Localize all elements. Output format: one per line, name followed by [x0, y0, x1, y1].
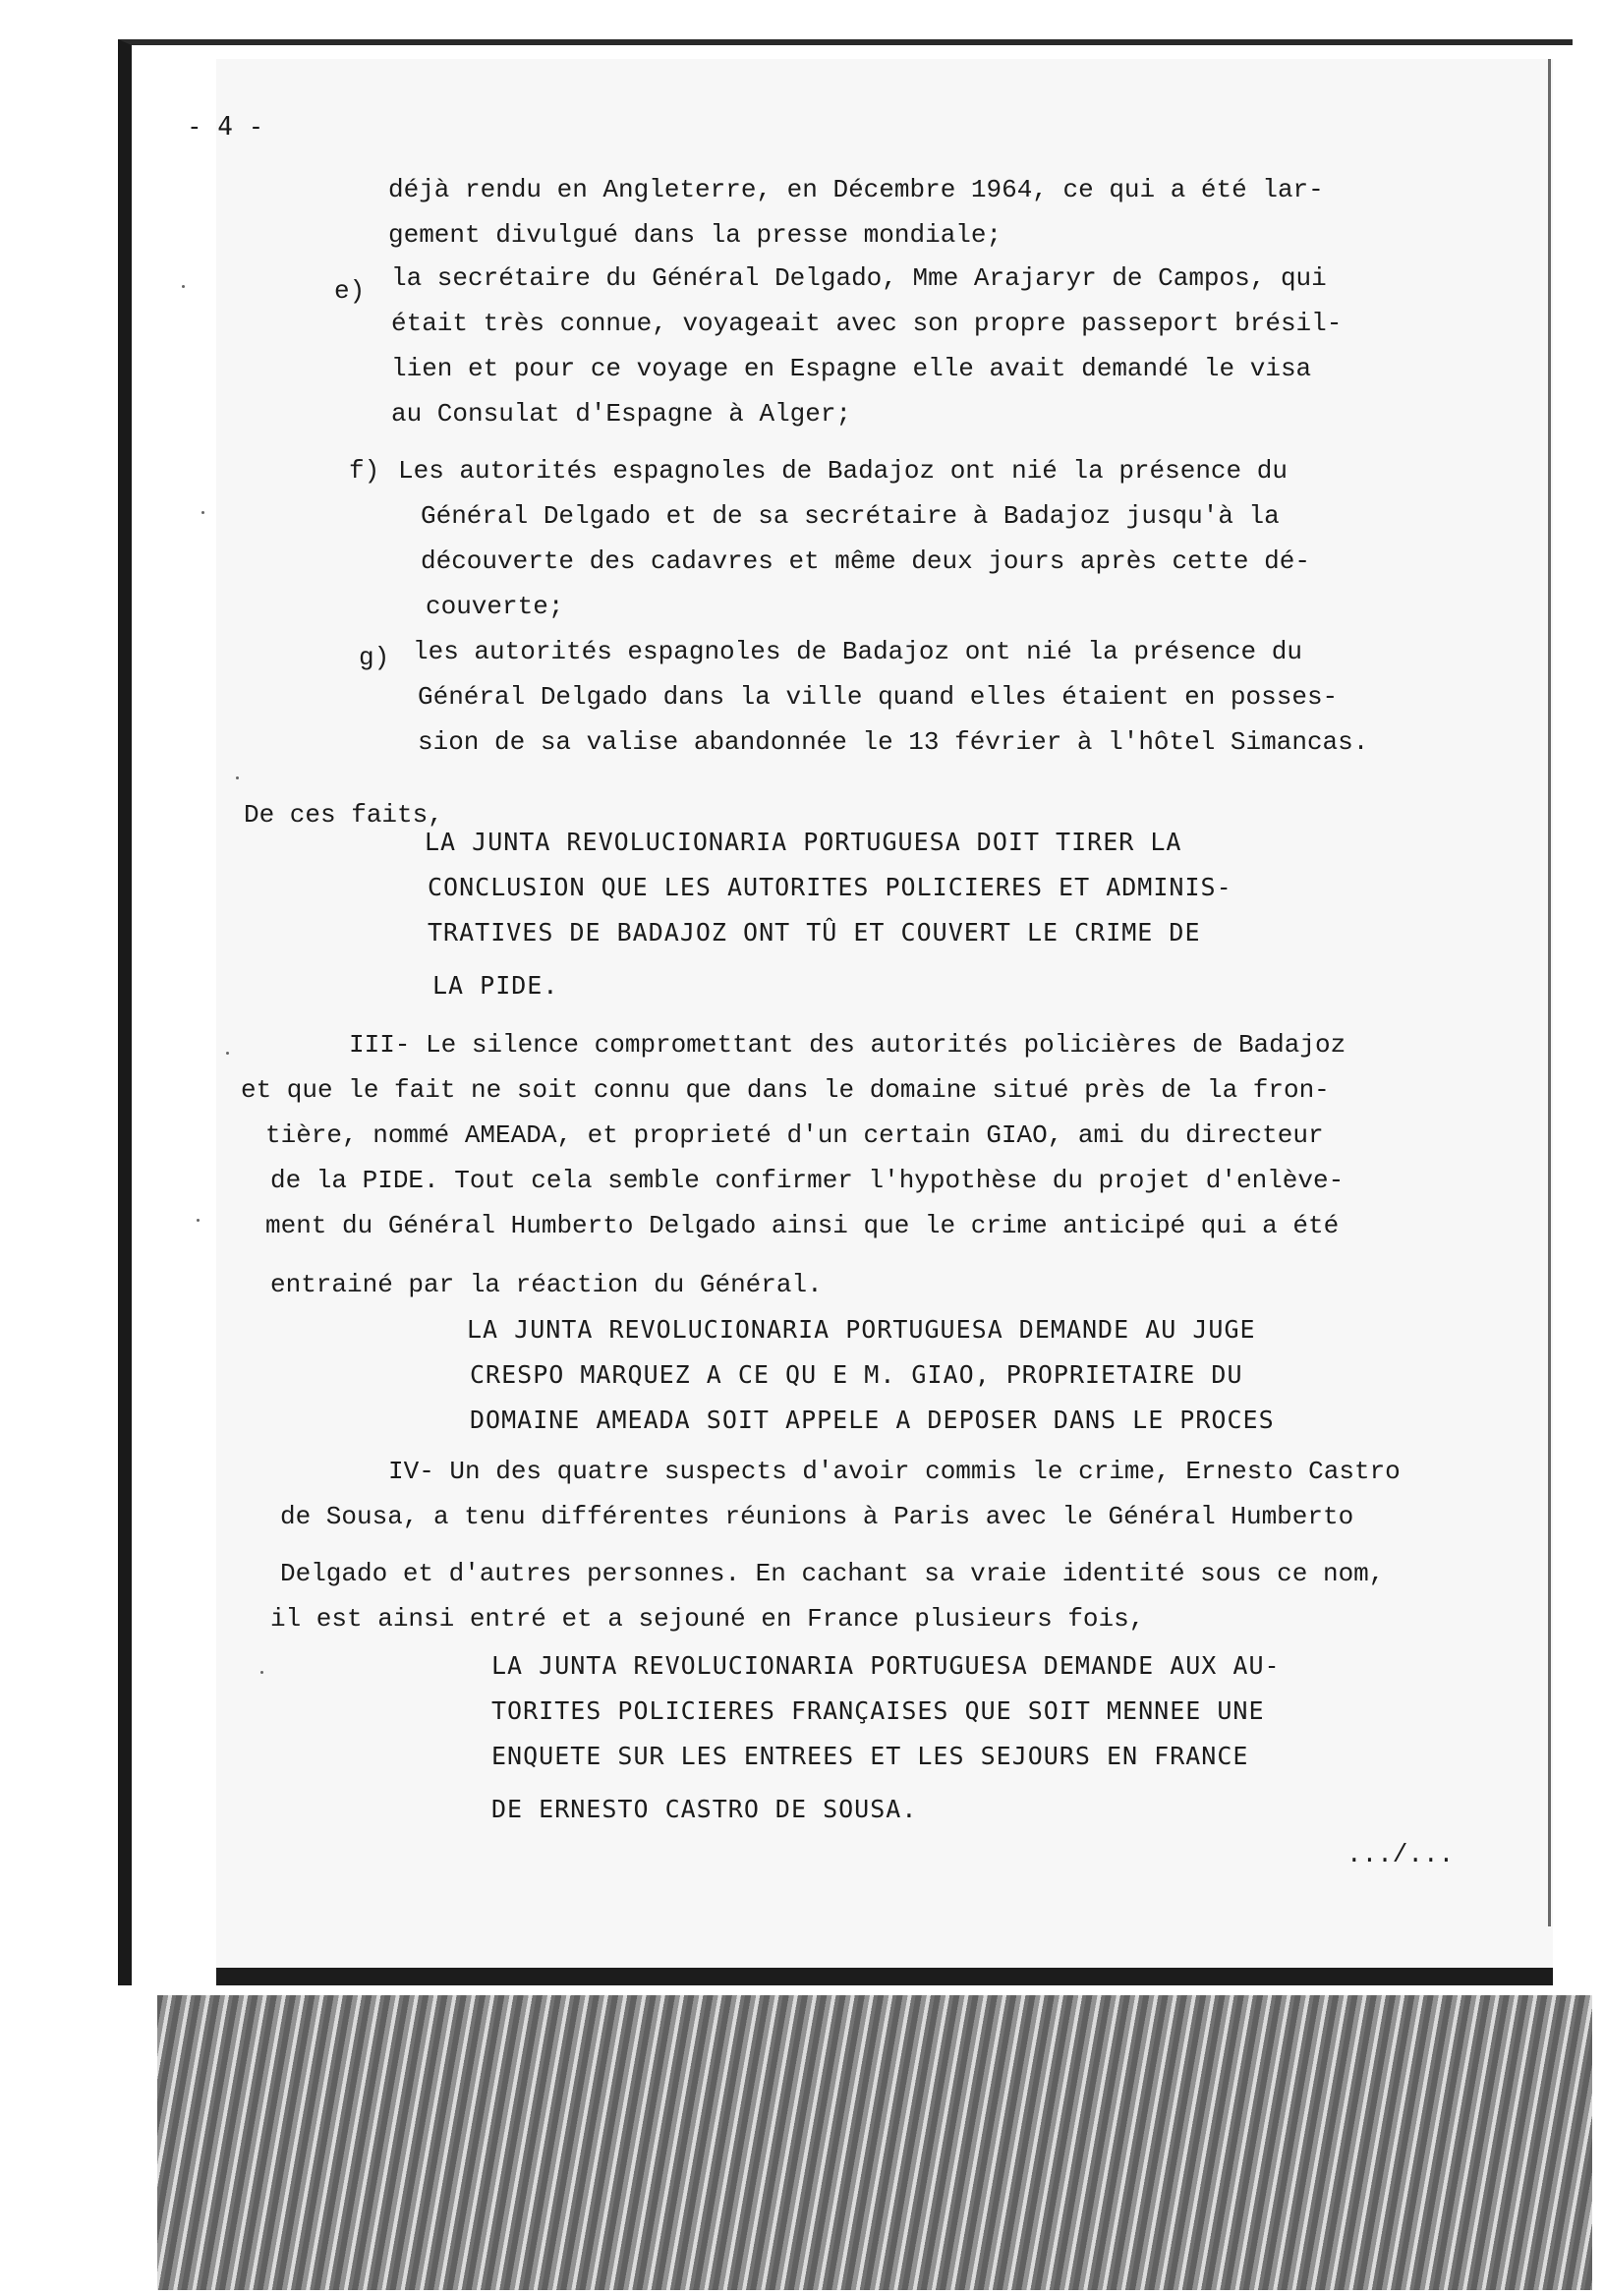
section-3-line: III- Le silence compromettant des autorités policières de Badajoz	[349, 1030, 1346, 1060]
section-4-line: de Sousa, a tenu différentes réunions à Paris avec le Général Humberto	[280, 1502, 1354, 1531]
item-line: était très connue, voyageait avec son propre passeport brésil-	[391, 309, 1343, 338]
conclusion-line: ENQUETE SUR LES ENTREES ET LES SEJOURS EN FRANCE	[491, 1742, 1249, 1770]
section-4-line: IV- Un des quatre suspects d'avoir commis le crime, Ernesto Castro	[388, 1457, 1401, 1486]
section-3-line: et que le fait ne soit connu que dans le domaine situé près de la fron-	[241, 1075, 1330, 1105]
section-3-line: tière, nommé AMEADA, et proprieté d'un certain GIAO, ami du directeur	[265, 1120, 1324, 1150]
conclusion-line: CRESPO MARQUEZ A CE QU E M. GIAO, PROPRIETAIRE DU	[470, 1360, 1243, 1389]
intro-line: déjà rendu en Angleterre, en Décembre 1964, ce qui a été lar-	[388, 175, 1324, 204]
scan-speck	[197, 1219, 200, 1222]
item-marker: e)	[334, 276, 366, 306]
section-3-line: entrainé par la réaction du Général.	[270, 1270, 823, 1299]
conclusion-line: LA JUNTA REVOLUCIONARIA PORTUGUESA DEMANDE AU JUGE	[467, 1315, 1256, 1344]
conclusion-line: TORITES POLICIERES FRANÇAISES QUE SOIT MENNEE UNE	[491, 1696, 1265, 1725]
item-line: au Consulat d'Espagne à Alger;	[391, 399, 852, 429]
scan-speck	[226, 1052, 229, 1055]
scan-speck	[236, 776, 239, 779]
section-4-line: Delgado et d'autres personnes. En cachant sa vraie identité sous ce nom,	[280, 1559, 1385, 1588]
item-line: Général Delgado et de sa secrétaire à Badajoz jusqu'à la	[421, 501, 1280, 531]
section-3-line: ment du Général Humberto Delgado ainsi que le crime anticipé qui a été	[265, 1211, 1340, 1240]
item-marker: g)	[359, 643, 390, 672]
intro-line: gement divulgué dans la presse mondiale;	[388, 220, 1002, 250]
section-4-line: il est ainsi entré et a sejouné en France plusieurs fois,	[270, 1604, 1145, 1634]
conclusion-line: LA JUNTA REVOLUCIONARIA PORTUGUESA DOIT TIRER LA	[425, 828, 1182, 856]
item-line: Les autorités espagnoles de Badajoz ont nié la présence du	[398, 456, 1288, 486]
item-line: découverte des cadavres et même deux jours après cette dé-	[421, 546, 1310, 576]
item-line: les autorités espagnoles de Badajoz ont nié la présence du	[413, 637, 1302, 666]
item-line: sion de sa valise abandonnée le 13 février à l'hôtel Simancas.	[418, 727, 1369, 757]
conclusion-line: CONCLUSION QUE LES AUTORITES POLICIERES ET ADMINIS-	[428, 873, 1232, 901]
conclusion-line: LA JUNTA REVOLUCIONARIA PORTUGUESA DEMANDE AUX AU-	[491, 1651, 1281, 1680]
item-line: Général Delgado dans la ville quand elles étaient en posses-	[418, 682, 1339, 712]
item-line: lien et pour ce voyage en Espagne elle avait demandé le visa	[391, 354, 1312, 383]
section-3-line: de la PIDE. Tout cela semble confirmer l'hypothèse du projet d'enlève-	[270, 1166, 1345, 1195]
conclusion-lead: De ces faits,	[244, 800, 443, 830]
conclusion-line: DOMAINE AMEADA SOIT APPELE A DEPOSER DANS LE PROCES	[470, 1406, 1275, 1434]
item-line: couverte;	[426, 592, 564, 621]
item-marker: f)	[349, 456, 380, 486]
conclusion-line: DE ERNESTO CASTRO DE SOUSA.	[491, 1795, 918, 1823]
scan-speck	[182, 285, 185, 288]
scan-speck	[260, 1671, 263, 1674]
scan-speck	[201, 511, 204, 514]
page-number: - 4 -	[187, 112, 264, 142]
item-line: la secrétaire du Général Delgado, Mme Arajaryr de Campos, qui	[391, 263, 1327, 293]
conclusion-line: LA PIDE.	[432, 971, 559, 1000]
continuation-marker: .../...	[1346, 1840, 1455, 1869]
conclusion-line: TRATIVES DE BADAJOZ ONT TÛ ET COUVERT LE CRIME DE	[428, 918, 1201, 947]
